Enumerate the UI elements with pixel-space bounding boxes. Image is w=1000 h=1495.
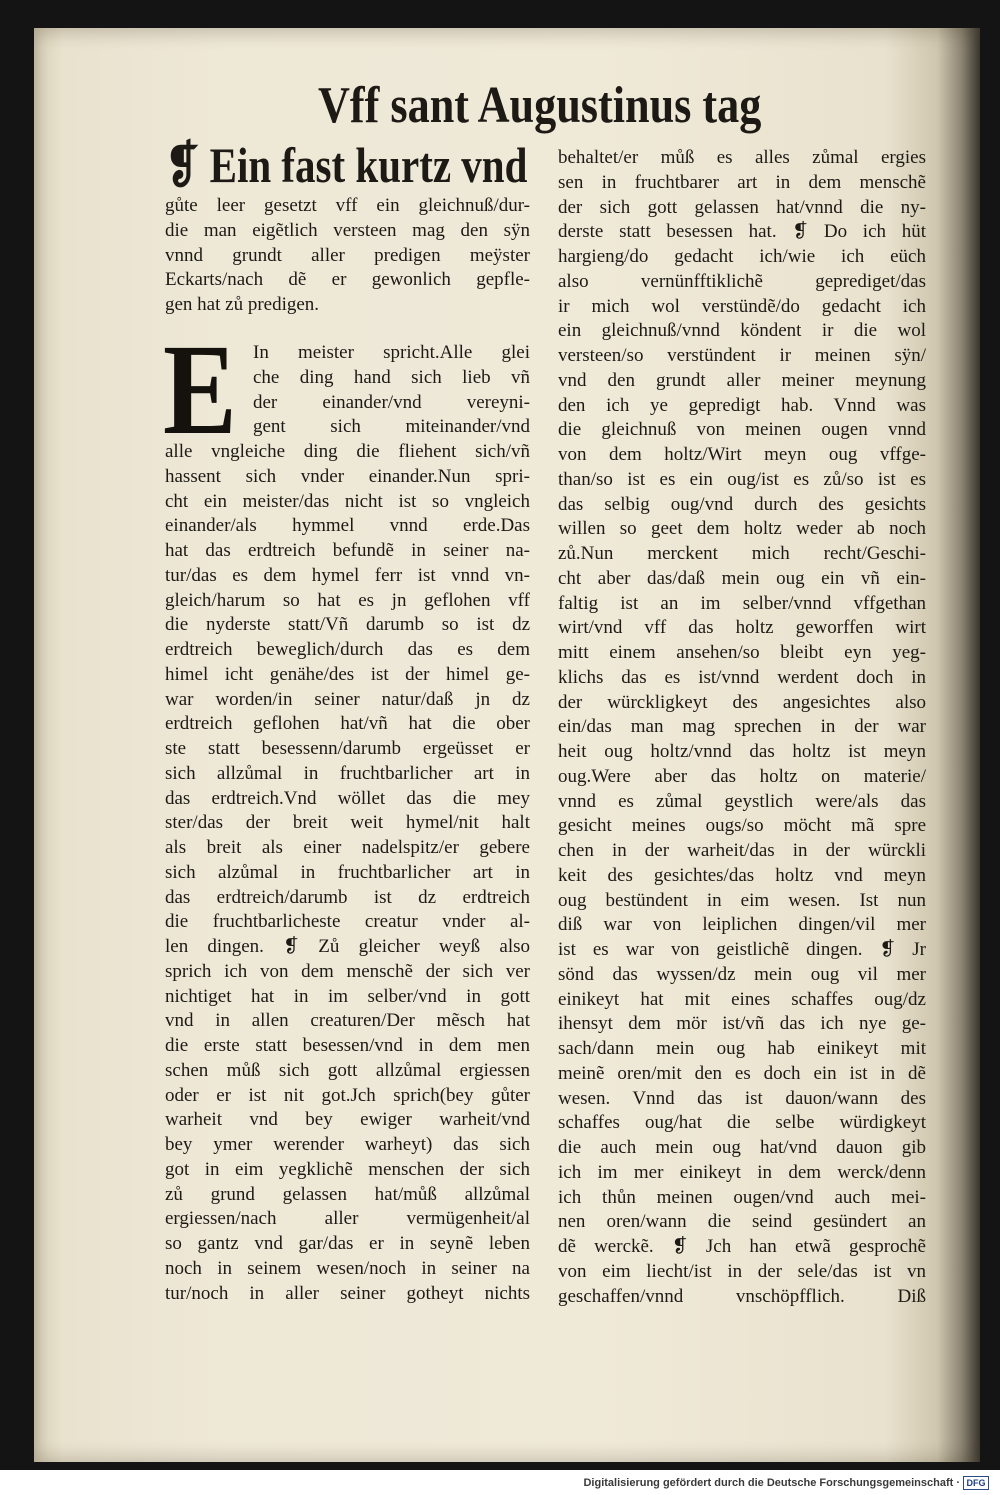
text-line: von dem holtz/Wirt meyn oug vffge-	[558, 444, 926, 465]
text-line: keit des gesichtes/das holtz vnd meyn	[558, 864, 926, 886]
text-line: ir mich wol verstündẽ/do gedacht ich	[558, 295, 926, 317]
text-line: schen můß sich gott allzůmal ergiessen	[165, 1059, 530, 1081]
text-line: die fruchtbarlicheste creatur vnder al-	[165, 911, 530, 933]
text-line: erdtreich geflohen hat/vñ hat die ober	[165, 713, 530, 735]
text-line: schaffes oug/hat die selbe würdigkeyt	[558, 1112, 926, 1134]
text-line: einikeyt hat mit eines schaffes oug/dz	[558, 988, 926, 1010]
text-line: klichs das es ist/vnnd werdent doch in	[558, 666, 926, 688]
text-line: len dingen. ❡ Zů gleicher weyß also	[165, 936, 530, 957]
text-line: das erdtreich.Vnd wöllet das die mey	[165, 787, 530, 809]
text-line: so gantz vnd gar/das er in seynẽ leben	[165, 1233, 530, 1254]
text-line: die gleichnuß von meinen ougen vnnd	[558, 419, 926, 441]
text-line: ich im mer einikeyt in dem werck/denn	[558, 1161, 926, 1183]
text-line: der einander/vnd vereyni-	[253, 391, 530, 413]
text-line: der sich gott gelassen hat/vnnd die ny-	[558, 196, 926, 218]
text-line: faltig ist an im selber/vnnd vffgethan	[558, 592, 926, 614]
text-line: vnd den grundt aller meiner meynung	[558, 369, 926, 391]
text-line: die erste statt besessen/vnd in dem men	[165, 1035, 530, 1056]
text-line: die auch mein oug hat/vnd dauon gib	[558, 1137, 926, 1158]
text-line: sich alzůmal in fruchtbarlicher art in	[165, 861, 530, 883]
text-line: wesen. Vnnd das ist dauon/wann des	[558, 1087, 926, 1109]
text-line: warheit vnd bey ewiger warheit/vnd	[165, 1109, 530, 1131]
text-line: tur/das es dem hymel ferr ist vnnd vn-	[165, 564, 530, 586]
text-line: than/so ist es ein oug/ist es zů/so ist es	[558, 468, 926, 490]
text-line: sprich ich von dem menschẽ der sich ver	[165, 960, 530, 982]
running-title: Vff sant Augustinus tag	[318, 77, 762, 134]
text-line: vnd in allen creaturen/Der mẽsch hat	[165, 1010, 530, 1032]
text-line: ste statt besessenn/darumb ergeüsset er	[165, 738, 530, 759]
text-line: himel icht genähe/des ist der himel ge-	[165, 663, 530, 685]
text-line: einander/als hymmel vnnd erde.Das	[165, 515, 530, 537]
text-line: das erdtreich/darumb ist dz erdtreich	[165, 886, 530, 908]
text-line: mitt einem ansehen/so bleibt eyn yeg-	[558, 642, 926, 663]
text-line: cht ein meister/das nicht ist so vngleich	[165, 490, 530, 512]
text-line: hargieng/do gedacht ich/wie ich eüch	[558, 246, 926, 267]
section-heading: ❡ Ein fast kurtz vnd	[165, 137, 528, 193]
text-line: den ich ye gepredigt hab. Vnnd was	[558, 394, 926, 416]
text-line: oug bestündent in eim wesen. Ist nun	[558, 889, 926, 911]
text-line: sönd das wyssen/dz mein oug vil mer	[558, 963, 926, 985]
text-line: diß war von leiplichen dingen/vil mer	[558, 914, 926, 936]
footer-bar	[0, 1470, 1000, 1495]
text-line: alle vngleiche ding die fliehent sich/vñ	[165, 441, 530, 462]
footer-credit: Digitalisierung gefördert durch die Deutsche Forschungsgemeinschaft ·	[583, 1477, 960, 1489]
text-line: als breit als einer nadelspitz/er gebere	[165, 837, 530, 858]
text-line: ich thůn meinen ougen/vnd auch mei-	[558, 1186, 926, 1208]
left-column-body	[165, 341, 530, 1306]
text-line: zů grund gelassen hat/můß allzůmal	[165, 1183, 530, 1205]
text-line: ein/das man mag sprechen in der war	[558, 716, 926, 738]
text-line: die man eigẽtlich versteen mag den sÿn	[165, 219, 530, 241]
text-line: vnnd es zůmal geystlich were/als das	[558, 790, 926, 812]
text-line: oug.Were aber das holtz on materie/	[558, 765, 926, 787]
text-line: nen oren/wann die seind gesündert an	[558, 1211, 926, 1233]
text-line: nichtiget hat in im selber/vnd in gott	[165, 985, 530, 1007]
text-line: gen hat zů predigen.	[165, 294, 320, 315]
text-line: gůte leer gesetzt vff ein gleichnuß/dur-	[165, 195, 530, 216]
text-line: war worden/in seiner natur/daß jn dz	[165, 688, 530, 710]
text-line: In meister spricht.Alle glei	[253, 342, 530, 363]
drop-cap-initial: E	[163, 318, 237, 462]
text-line: derste statt besessen hat. ❡ Do ich hüt	[558, 221, 926, 243]
text-line: oder er ist nit got.Jch sprich(bey gůter	[165, 1084, 530, 1106]
text-line: wirt/vnd vff das holtz geworffen wirt	[558, 617, 926, 639]
intro-paragraph	[165, 194, 530, 318]
text-line: hat das erdtreich befundẽ in seiner na-	[165, 540, 530, 561]
text-line: heit oug holtz/vnnd das holtz ist meyn	[558, 741, 926, 762]
text-line: noch in seinem wesen/noch in seiner na	[165, 1257, 530, 1279]
text-line: vnnd grundt aller predigen meÿster	[165, 244, 530, 266]
text-line: versteen/so verstündent ir meinen sÿn/	[558, 345, 926, 366]
text-line: erdtreich beweglich/durch das es dem	[165, 639, 530, 660]
text-line: sen in fruchtbarer art in dem menschẽ	[558, 171, 926, 193]
text-line: gent sich miteinander/vnd	[253, 416, 530, 438]
text-line: ein gleichnuß/vnnd köndent ir die wol	[558, 320, 926, 342]
right-column-body	[558, 146, 926, 1309]
text-line: willen so geet dem holtz weder ab noch	[558, 518, 926, 540]
text-line: dẽ werckẽ. ❡ Jch han etwã gesprochẽ	[558, 1236, 926, 1257]
text-line: ist es war von geistlichẽ dingen. ❡ Jr	[558, 939, 926, 960]
text-line: geschaffen/vnnd vnschöpfflich. Diß	[558, 1285, 926, 1307]
text-line: sich allzůmal in fruchtbarlicher art in	[165, 762, 530, 784]
text-line: gleich/harum so hat es jn geflohen vff	[165, 589, 530, 611]
text-line: got in eim yegklichẽ menschen der sich	[165, 1158, 530, 1180]
text-line: von eim liecht/ist in der sele/das ist vn	[558, 1260, 926, 1282]
text-line: also vernünfftiklichẽ geprediget/das	[558, 270, 926, 292]
text-line: behaltet/er můß es alles zůmal ergies	[558, 147, 926, 168]
text-line: ergiessen/nach aller vermügenheit/al	[165, 1208, 530, 1230]
text-line: bey ymer werender warheyt) das sich	[165, 1134, 530, 1155]
text-line: che ding hand sich lieb vñ	[253, 366, 530, 388]
text-line: sach/dann mein oug hab einikeyt mit	[558, 1038, 926, 1059]
text-line: das selbig oug/vnd durch des gesichts	[558, 493, 926, 515]
text-line: zů.Nun merckent mich recht/Geschi-	[558, 543, 926, 564]
text-line: Eckarts/nach dẽ er gewonlich gepfle-	[165, 269, 530, 291]
text-line: der würckligkeyt des angesichtes also	[558, 691, 926, 713]
text-line: chen in der warheit/das in der würckli	[558, 840, 926, 861]
text-line: ster/das der breit weit hymel/nit halt	[165, 812, 530, 834]
text-line: gesicht meines ougs/so möcht mã spre	[558, 815, 926, 837]
text-line: cht aber das/daß mein oug ein vñ ein-	[558, 567, 926, 589]
text-line: hassent sich vnder einander.Nun spri-	[165, 465, 530, 487]
text-line: tur/noch in aller seiner gotheyt nichts	[165, 1282, 530, 1304]
dfg-logo-icon[interactable]: DFG	[963, 1476, 989, 1490]
text-line: meinẽ oren/mit den es doch ein ist in dẽ	[558, 1062, 926, 1084]
text-line: ihensyt dem mör ist/vñ das ich nye ge-	[558, 1013, 926, 1035]
text-line: die nyderste statt/Vñ darumb so ist dz	[165, 614, 530, 636]
